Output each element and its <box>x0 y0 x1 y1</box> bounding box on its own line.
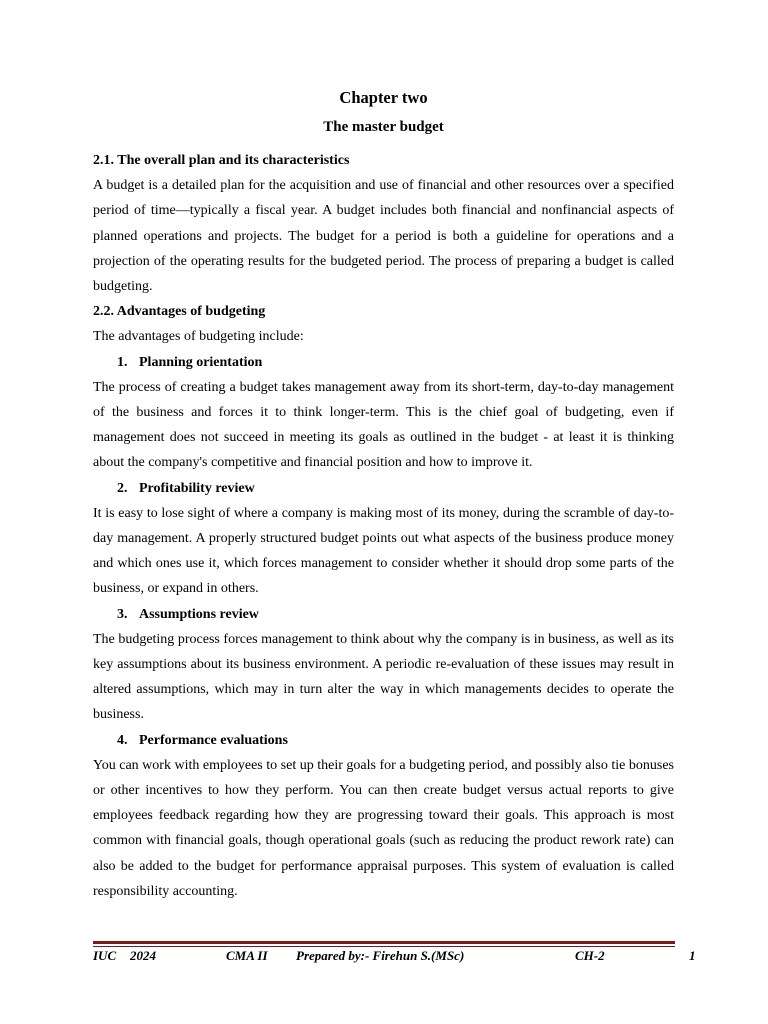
advantage-title: Assumptions review <box>139 606 259 622</box>
footer-year: 2024 <box>130 948 156 963</box>
chapter-subtitle: The master budget <box>323 119 444 135</box>
section-heading-2-2: 2.2. Advantages of budgeting <box>93 304 266 320</box>
advantage-heading-profitability <box>93 476 674 501</box>
advantage-text-profitability: It is easy to lose sight of where a company is making most of its money, during the scramble of day-to-day management. A properly structured budget points out what aspects of the business produce money and which ones use it, which forces management to consider whether it should drop some parts of the business, or expand in others. <box>93 505 674 597</box>
page-content <box>93 84 674 904</box>
advantage-heading-performance <box>93 728 674 753</box>
advantage-text-performance: You can work with employees to set up their goals for a budgeting period, and possibly also tie bonuses or other incentives to how they perform. You can then create budget versus actual reports to give employees feedback regarding how they are progressing toward their goals. This approach is most common with financial goals, though operational goals (such as reducing the product rework rate) can also be added to the budget for performance appraisal purposes. This system of evaluation is called responsibility accounting. <box>93 757 674 899</box>
advantage-number: 4. <box>117 732 128 748</box>
footer-prepared-by: Prepared by:- Firehun S.(MSc) <box>296 948 465 963</box>
advantage-number: 1. <box>117 354 128 370</box>
footer-chapter-code: CH-2 <box>575 948 605 963</box>
section-heading-2-1: 2.1. The overall plan and its characteristics <box>93 153 350 168</box>
advantage-title: Performance evaluations <box>139 732 288 748</box>
advantage-title: Profitability review <box>139 480 255 496</box>
footer-page-number: 1 <box>689 948 696 963</box>
chapter-title: Chapter two <box>339 88 428 107</box>
footer-institution: IUC <box>93 948 117 963</box>
advantage-number: 2. <box>117 480 128 496</box>
advantage-text-assumptions: The budgeting process forces management to think about why the company is in business, as well as its key assumptions about its business environment. A periodic re-evaluation of these issues may result in altered assumptions, which may in turn alter the way in which managements decides to operate the business. <box>93 631 674 723</box>
advantage-number: 3. <box>117 606 128 622</box>
advantage-title: Planning orientation <box>139 354 263 370</box>
footer-divider-thick <box>93 941 675 944</box>
advantage-heading-planning <box>93 350 674 375</box>
advantage-text-planning: The process of creating a budget takes management away from its short-term, day-to-day management of the business and forces it to think longer-term. This is the chief goal of budgeting, even if management does not succeed in meeting its goals as outlined in the budget - at least it is thinking about the company's competitive and financial position and how to improve it. <box>93 379 674 471</box>
section-paragraph-2-1: A budget is a detailed plan for the acquisition and use of financial and other resources over a specified period of time—typically a fiscal year. A budget includes both financial and nonfinancial aspects of planned operations and projects. The budget for a period is both a guideline for operations and a projection of the operating results for the budgeted period. The process of preparing a budget is called budgeting. <box>93 178 674 295</box>
footer-course: CMA II <box>226 948 268 963</box>
section-paragraph-2-2: The advantages of budgeting include: <box>93 329 304 345</box>
advantage-heading-assumptions <box>93 602 674 627</box>
footer-divider-thin <box>93 946 675 947</box>
